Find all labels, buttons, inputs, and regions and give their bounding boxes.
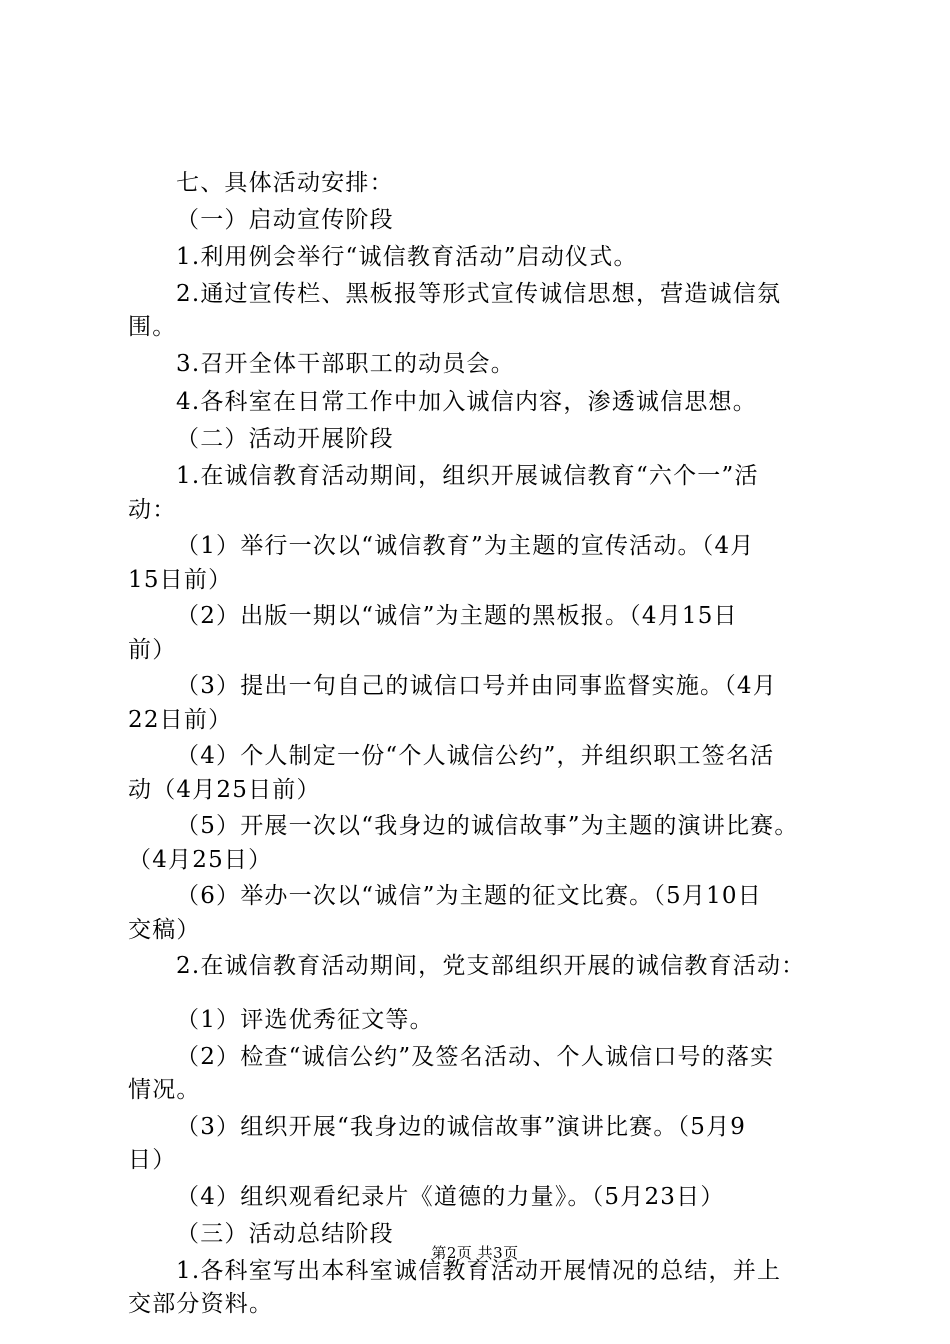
paragraph-line: 围。 [128, 314, 177, 340]
paragraph-line: 动： [128, 497, 177, 523]
paragraph-line: （5）开展一次以“我身边的诚信故事”为主题的演讲比赛。 [176, 813, 799, 839]
paragraph-line: 1.在诚信教育活动期间，组织开展诚信教育“六个一”活 [176, 463, 759, 489]
paragraph-line: （4）个人制定一份“个人诚信公约”，并组织职工签名活 [176, 743, 775, 769]
section-heading-seven: 七、具体活动安排： [176, 170, 394, 196]
paragraph-line: 日） [128, 1147, 177, 1173]
paragraph-line: （2）出版一期以“诚信”为主题的黑板报。（4月15日 [176, 603, 738, 629]
paragraph-line: 情况。 [128, 1077, 201, 1103]
paragraph-line: （4月25日） [128, 847, 273, 873]
paragraph-line: 2.通过宣传栏、黑板报等形式宣传诚信思想，营造诚信氛 [176, 281, 782, 307]
paragraph-line: 1.各科室写出本科室诚信教育活动开展情况的总结，并上 [176, 1258, 782, 1284]
paragraph-line: （6）举办一次以“诚信”为主题的征文比赛。（5月10日 [176, 883, 762, 909]
subsection-heading-two: （二）活动开展阶段 [176, 426, 394, 452]
paragraph-line: 2.在诚信教育活动期间，党支部组织开展的诚信教育活动： [176, 953, 806, 979]
paragraph-line: （2）检查“诚信公约”及签名活动、个人诚信口号的落实 [176, 1044, 775, 1070]
paragraph-line: 3.召开全体干部职工的动员会。 [176, 351, 515, 377]
paragraph-line: 动（4月25日前） [128, 777, 321, 803]
paragraph-line: 交部分资料。 [128, 1291, 274, 1317]
paragraph-line: （1）评选优秀征文等。 [176, 1007, 434, 1033]
paragraph-line: 15日前） [128, 567, 233, 593]
paragraph-line: 前） [128, 637, 177, 663]
paragraph-line: 22日前） [128, 707, 233, 733]
subsection-heading-one: （一）启动宣传阶段 [176, 207, 394, 233]
paragraph-line: 交稿） [128, 917, 201, 943]
paragraph-line: （3）提出一句自己的诚信口号并由同事监督实施。（4月 [176, 673, 777, 699]
paragraph-line: （4）组织观看纪录片《道德的力量》。（5月23日） [176, 1184, 725, 1210]
paragraph-line: 1.利用例会举行“诚信教育活动”启动仪式。 [176, 244, 638, 270]
page-number-footer: 第2页 共3页 [431, 1244, 519, 1262]
paragraph-line: （1）举行一次以“诚信教育”为主题的宣传活动。（4月 [176, 533, 755, 559]
paragraph-line: 4.各科室在日常工作中加入诚信内容，渗透诚信思想。 [176, 389, 757, 415]
paragraph-line: （3）组织开展“我身边的诚信故事”演讲比赛。（5月9 [176, 1114, 747, 1140]
subsection-heading-three: （三）活动总结阶段 [176, 1221, 394, 1247]
